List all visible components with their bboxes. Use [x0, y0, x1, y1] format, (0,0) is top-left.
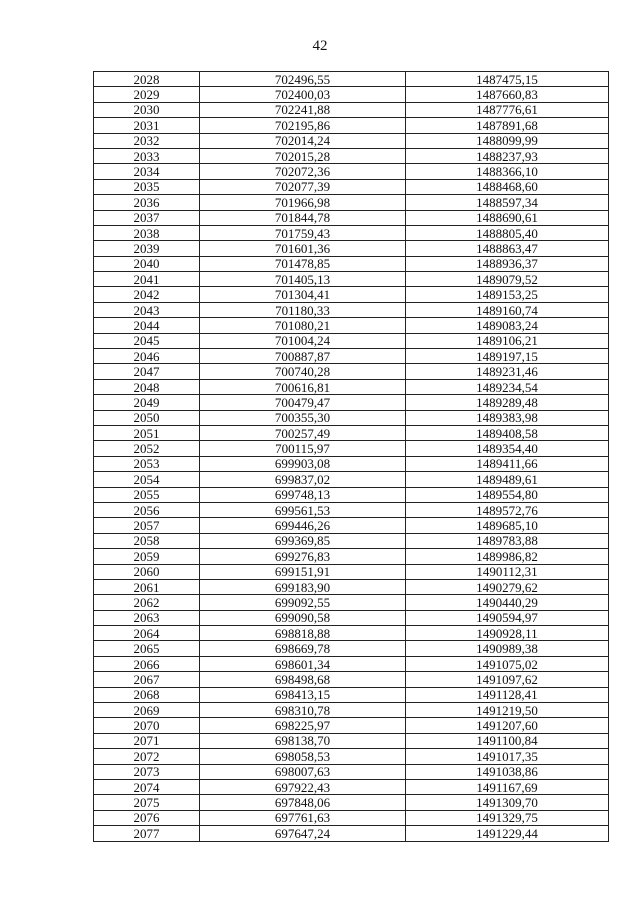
- x-coordinate-cell: 702072,36: [200, 164, 406, 179]
- point-number-cell: 2056: [94, 502, 200, 517]
- table-row: [94, 241, 609, 256]
- x-coordinate-cell: 702014,24: [200, 133, 406, 148]
- table-row: [94, 764, 609, 779]
- table-row: [94, 425, 609, 440]
- table-row: [94, 133, 609, 148]
- y-coordinate-cell: 1491167,69: [406, 779, 609, 794]
- point-number-cell: 2033: [94, 148, 200, 163]
- y-coordinate-cell: 1488099,99: [406, 133, 609, 148]
- table-row: [94, 672, 609, 687]
- y-coordinate-cell: 1489289,48: [406, 395, 609, 410]
- point-number-cell: 2054: [94, 472, 200, 487]
- y-coordinate-cell: 1489572,76: [406, 502, 609, 517]
- point-number-cell: 2038: [94, 225, 200, 240]
- y-coordinate-cell: 1488468,60: [406, 179, 609, 194]
- table-row: [94, 610, 609, 625]
- x-coordinate-cell: 699369,85: [200, 533, 406, 548]
- point-number-cell: 2067: [94, 672, 200, 687]
- table-row: [94, 749, 609, 764]
- y-coordinate-cell: 1489160,74: [406, 302, 609, 317]
- point-number-cell: 2029: [94, 87, 200, 102]
- point-number-cell: 2045: [94, 333, 200, 348]
- point-number-cell: 2065: [94, 641, 200, 656]
- y-coordinate-cell: 1489231,46: [406, 364, 609, 379]
- table-row: [94, 518, 609, 533]
- table-row: [94, 703, 609, 718]
- point-number-cell: 2044: [94, 318, 200, 333]
- y-coordinate-cell: 1490594,97: [406, 610, 609, 625]
- point-number-cell: 2071: [94, 733, 200, 748]
- y-coordinate-cell: 1489197,15: [406, 349, 609, 364]
- y-coordinate-cell: 1491207,60: [406, 718, 609, 733]
- point-number-cell: 2070: [94, 718, 200, 733]
- x-coordinate-cell: 702241,88: [200, 102, 406, 117]
- point-number-cell: 2073: [94, 764, 200, 779]
- x-coordinate-cell: 698498,68: [200, 672, 406, 687]
- y-coordinate-cell: 1488690,61: [406, 210, 609, 225]
- coordinates-table-body: [94, 72, 609, 842]
- point-number-cell: 2052: [94, 441, 200, 456]
- point-number-cell: 2046: [94, 349, 200, 364]
- table-row: [94, 102, 609, 117]
- table-row: [94, 210, 609, 225]
- table-row: [94, 564, 609, 579]
- x-coordinate-cell: 701478,85: [200, 256, 406, 271]
- table-row: [94, 225, 609, 240]
- x-coordinate-cell: 699090,58: [200, 610, 406, 625]
- x-coordinate-cell: 701759,43: [200, 225, 406, 240]
- x-coordinate-cell: 699276,83: [200, 549, 406, 564]
- point-number-cell: 2049: [94, 395, 200, 410]
- x-coordinate-cell: 698058,53: [200, 749, 406, 764]
- table-row: [94, 687, 609, 702]
- point-number-cell: 2055: [94, 487, 200, 502]
- point-number-cell: 2043: [94, 302, 200, 317]
- table-row: [94, 379, 609, 394]
- x-coordinate-cell: 698138,70: [200, 733, 406, 748]
- y-coordinate-cell: 1489383,98: [406, 410, 609, 425]
- y-coordinate-cell: 1489685,10: [406, 518, 609, 533]
- x-coordinate-cell: 701405,13: [200, 272, 406, 287]
- page-number: 42: [312, 38, 328, 54]
- y-coordinate-cell: 1491097,62: [406, 672, 609, 687]
- point-number-cell: 2059: [94, 549, 200, 564]
- x-coordinate-cell: 701966,98: [200, 195, 406, 210]
- table-row: [94, 826, 609, 841]
- point-number-cell: 2028: [94, 72, 200, 87]
- y-coordinate-cell: 1491309,70: [406, 795, 609, 810]
- table-row: [94, 533, 609, 548]
- x-coordinate-cell: 699837,02: [200, 472, 406, 487]
- point-number-cell: 2031: [94, 118, 200, 133]
- point-number-cell: 2040: [94, 256, 200, 271]
- x-coordinate-cell: 700616,81: [200, 379, 406, 394]
- y-coordinate-cell: 1490440,29: [406, 595, 609, 610]
- table-row: [94, 272, 609, 287]
- table-row: [94, 410, 609, 425]
- y-coordinate-cell: 1489408,58: [406, 425, 609, 440]
- x-coordinate-cell: 700257,49: [200, 425, 406, 440]
- point-number-cell: 2062: [94, 595, 200, 610]
- x-coordinate-cell: 702496,55: [200, 72, 406, 87]
- point-number-cell: 2041: [94, 272, 200, 287]
- table-row: [94, 595, 609, 610]
- x-coordinate-cell: 698007,63: [200, 764, 406, 779]
- y-coordinate-cell: 1489354,40: [406, 441, 609, 456]
- x-coordinate-cell: 698225,97: [200, 718, 406, 733]
- point-number-cell: 2066: [94, 656, 200, 671]
- y-coordinate-cell: 1491075,02: [406, 656, 609, 671]
- y-coordinate-cell: 1488237,93: [406, 148, 609, 163]
- point-number-cell: 2068: [94, 687, 200, 702]
- point-number-cell: 2034: [94, 164, 200, 179]
- table-row: [94, 718, 609, 733]
- y-coordinate-cell: 1489411,66: [406, 456, 609, 471]
- table-row: [94, 395, 609, 410]
- y-coordinate-cell: 1491219,50: [406, 703, 609, 718]
- table-row: [94, 626, 609, 641]
- coordinates-table: [93, 71, 609, 842]
- point-number-cell: 2035: [94, 179, 200, 194]
- table-row: [94, 148, 609, 163]
- table-row: [94, 164, 609, 179]
- y-coordinate-cell: 1491017,35: [406, 749, 609, 764]
- table-row: [94, 549, 609, 564]
- table-row: [94, 302, 609, 317]
- point-number-cell: 2077: [94, 826, 200, 841]
- table-row: [94, 810, 609, 825]
- y-coordinate-cell: 1488936,37: [406, 256, 609, 271]
- point-number-cell: 2063: [94, 610, 200, 625]
- y-coordinate-cell: 1490279,62: [406, 579, 609, 594]
- point-number-cell: 2032: [94, 133, 200, 148]
- x-coordinate-cell: 697647,24: [200, 826, 406, 841]
- x-coordinate-cell: 701601,36: [200, 241, 406, 256]
- point-number-cell: 2050: [94, 410, 200, 425]
- point-number-cell: 2072: [94, 749, 200, 764]
- x-coordinate-cell: 702400,03: [200, 87, 406, 102]
- table-row: [94, 87, 609, 102]
- x-coordinate-cell: 700887,87: [200, 349, 406, 364]
- x-coordinate-cell: 698601,34: [200, 656, 406, 671]
- x-coordinate-cell: 699446,26: [200, 518, 406, 533]
- x-coordinate-cell: 702015,28: [200, 148, 406, 163]
- y-coordinate-cell: 1487891,68: [406, 118, 609, 133]
- table-row: [94, 118, 609, 133]
- y-coordinate-cell: 1491229,44: [406, 826, 609, 841]
- table-row: [94, 441, 609, 456]
- x-coordinate-cell: 701844,78: [200, 210, 406, 225]
- x-coordinate-cell: 701080,21: [200, 318, 406, 333]
- table-row: [94, 641, 609, 656]
- y-coordinate-cell: 1490112,31: [406, 564, 609, 579]
- point-number-cell: 2048: [94, 379, 200, 394]
- table-row: [94, 779, 609, 794]
- y-coordinate-cell: 1488863,47: [406, 241, 609, 256]
- table-row: [94, 795, 609, 810]
- table-row: [94, 256, 609, 271]
- y-coordinate-cell: 1488805,40: [406, 225, 609, 240]
- y-coordinate-cell: 1488366,10: [406, 164, 609, 179]
- point-number-cell: 2076: [94, 810, 200, 825]
- point-number-cell: 2069: [94, 703, 200, 718]
- table-row: [94, 179, 609, 194]
- point-number-cell: 2075: [94, 795, 200, 810]
- x-coordinate-cell: 697761,63: [200, 810, 406, 825]
- y-coordinate-cell: 1489783,88: [406, 533, 609, 548]
- x-coordinate-cell: 700479,47: [200, 395, 406, 410]
- table-row: [94, 733, 609, 748]
- point-number-cell: 2060: [94, 564, 200, 579]
- point-number-cell: 2042: [94, 287, 200, 302]
- point-number-cell: 2061: [94, 579, 200, 594]
- point-number-cell: 2036: [94, 195, 200, 210]
- x-coordinate-cell: 697922,43: [200, 779, 406, 794]
- y-coordinate-cell: 1489083,24: [406, 318, 609, 333]
- x-coordinate-cell: 699183,90: [200, 579, 406, 594]
- point-number-cell: 2047: [94, 364, 200, 379]
- y-coordinate-cell: 1489106,21: [406, 333, 609, 348]
- point-number-cell: 2037: [94, 210, 200, 225]
- y-coordinate-cell: 1489079,52: [406, 272, 609, 287]
- point-number-cell: 2051: [94, 425, 200, 440]
- x-coordinate-cell: 699561,53: [200, 502, 406, 517]
- y-coordinate-cell: 1487475,15: [406, 72, 609, 87]
- y-coordinate-cell: 1487660,83: [406, 87, 609, 102]
- table-row: [94, 349, 609, 364]
- x-coordinate-cell: 698310,78: [200, 703, 406, 718]
- table-row: [94, 579, 609, 594]
- y-coordinate-cell: 1490989,38: [406, 641, 609, 656]
- table-row: [94, 656, 609, 671]
- x-coordinate-cell: 701180,33: [200, 302, 406, 317]
- x-coordinate-cell: 700740,28: [200, 364, 406, 379]
- y-coordinate-cell: 1489234,54: [406, 379, 609, 394]
- y-coordinate-cell: 1491128,41: [406, 687, 609, 702]
- table-row: [94, 333, 609, 348]
- table-row: [94, 364, 609, 379]
- point-number-cell: 2074: [94, 779, 200, 794]
- table-row: [94, 487, 609, 502]
- point-number-cell: 2057: [94, 518, 200, 533]
- x-coordinate-cell: 697848,06: [200, 795, 406, 810]
- point-number-cell: 2039: [94, 241, 200, 256]
- y-coordinate-cell: 1489153,25: [406, 287, 609, 302]
- table-row: [94, 195, 609, 210]
- table-row: [94, 72, 609, 87]
- y-coordinate-cell: 1489489,61: [406, 472, 609, 487]
- y-coordinate-cell: 1491038,86: [406, 764, 609, 779]
- point-number-cell: 2030: [94, 102, 200, 117]
- point-number-cell: 2053: [94, 456, 200, 471]
- point-number-cell: 2058: [94, 533, 200, 548]
- x-coordinate-cell: 698818,88: [200, 626, 406, 641]
- x-coordinate-cell: 699903,08: [200, 456, 406, 471]
- y-coordinate-cell: 1489554,80: [406, 487, 609, 502]
- y-coordinate-cell: 1491329,75: [406, 810, 609, 825]
- x-coordinate-cell: 702077,39: [200, 179, 406, 194]
- y-coordinate-cell: 1488597,34: [406, 195, 609, 210]
- x-coordinate-cell: 698669,78: [200, 641, 406, 656]
- table-row: [94, 456, 609, 471]
- x-coordinate-cell: 701004,24: [200, 333, 406, 348]
- x-coordinate-cell: 699151,91: [200, 564, 406, 579]
- x-coordinate-cell: 702195,86: [200, 118, 406, 133]
- x-coordinate-cell: 701304,41: [200, 287, 406, 302]
- x-coordinate-cell: 700115,97: [200, 441, 406, 456]
- x-coordinate-cell: 699748,13: [200, 487, 406, 502]
- y-coordinate-cell: 1491100,84: [406, 733, 609, 748]
- y-coordinate-cell: 1489986,82: [406, 549, 609, 564]
- table-row: [94, 472, 609, 487]
- x-coordinate-cell: 699092,55: [200, 595, 406, 610]
- x-coordinate-cell: 700355,30: [200, 410, 406, 425]
- point-number-cell: 2064: [94, 626, 200, 641]
- y-coordinate-cell: 1490928,11: [406, 626, 609, 641]
- table-row: [94, 502, 609, 517]
- x-coordinate-cell: 698413,15: [200, 687, 406, 702]
- table-row: [94, 287, 609, 302]
- y-coordinate-cell: 1487776,61: [406, 102, 609, 117]
- table-row: [94, 318, 609, 333]
